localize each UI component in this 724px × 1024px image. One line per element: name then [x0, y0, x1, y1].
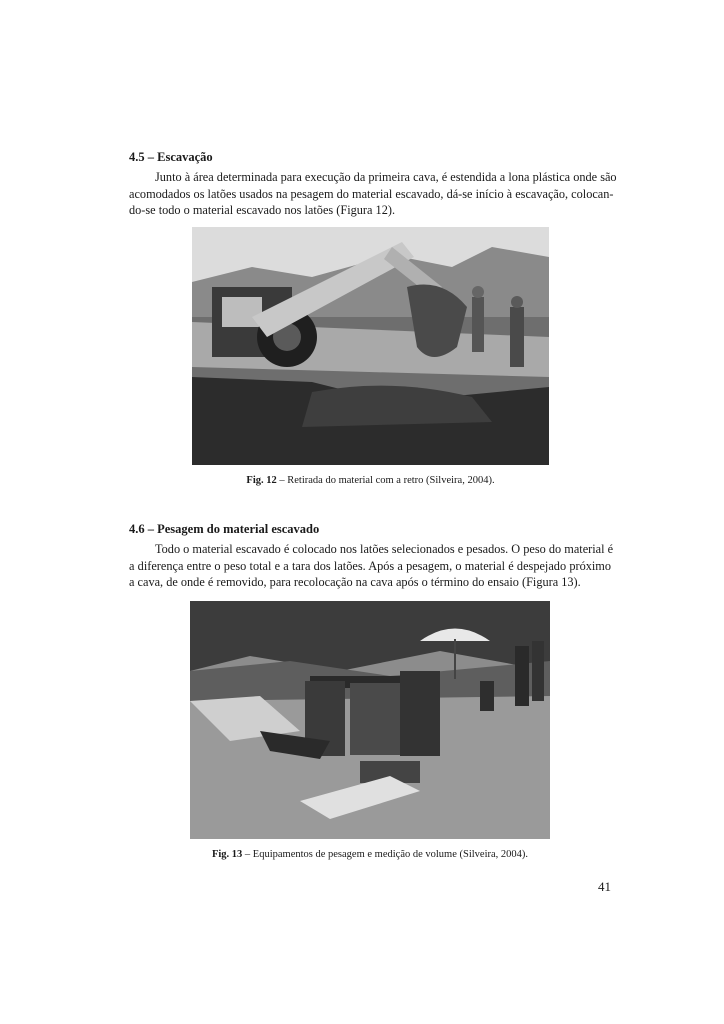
paragraph-line: a cava, de onde é removido, para recolocação na cava após o término do ensaio (Figura 13).	[129, 575, 581, 589]
paragraph-line: Junto à área determinada para execução da primeira cava, é estendida a lona plástica onde são	[155, 170, 617, 184]
page-number: 41	[598, 879, 611, 894]
figure-12-caption	[192, 475, 549, 486]
section-paragraph-escavacao	[129, 169, 617, 219]
figure-caption-text: – Equipamentos de pesagem e medição de volume (Silveira, 2004).	[242, 849, 529, 860]
section-heading-pesagem: 4.6 – Pesagem do material escavado	[129, 522, 320, 536]
paragraph-line: acomodados os latões usados na pesagem do material escavado, dá-se início à escavação, colocan-	[129, 186, 614, 201]
figure-label: Fig. 12	[246, 475, 277, 486]
figure-13-photo	[190, 601, 550, 839]
figure-caption-text: – Retirada do material com a retro (Silveira, 2004).	[276, 475, 495, 486]
paragraph-line: a diferença entre o peso total e a tara dos latões. Após a pesagem, o material é despejado próximo	[129, 558, 611, 573]
section-paragraph-pesagem	[129, 541, 614, 591]
paragraph-line: do-se todo o material escavado nos latões (Figura 12).	[129, 203, 396, 217]
figure-12-photo	[192, 227, 549, 465]
section-heading-escavacao: 4.5 – Escavação	[129, 150, 213, 164]
figure-label: Fig. 13	[211, 849, 243, 860]
figure-13-caption	[190, 849, 550, 860]
paragraph-line: Todo o material escavado é colocado nos latões selecionados e pesados. O peso do material é	[155, 542, 614, 556]
